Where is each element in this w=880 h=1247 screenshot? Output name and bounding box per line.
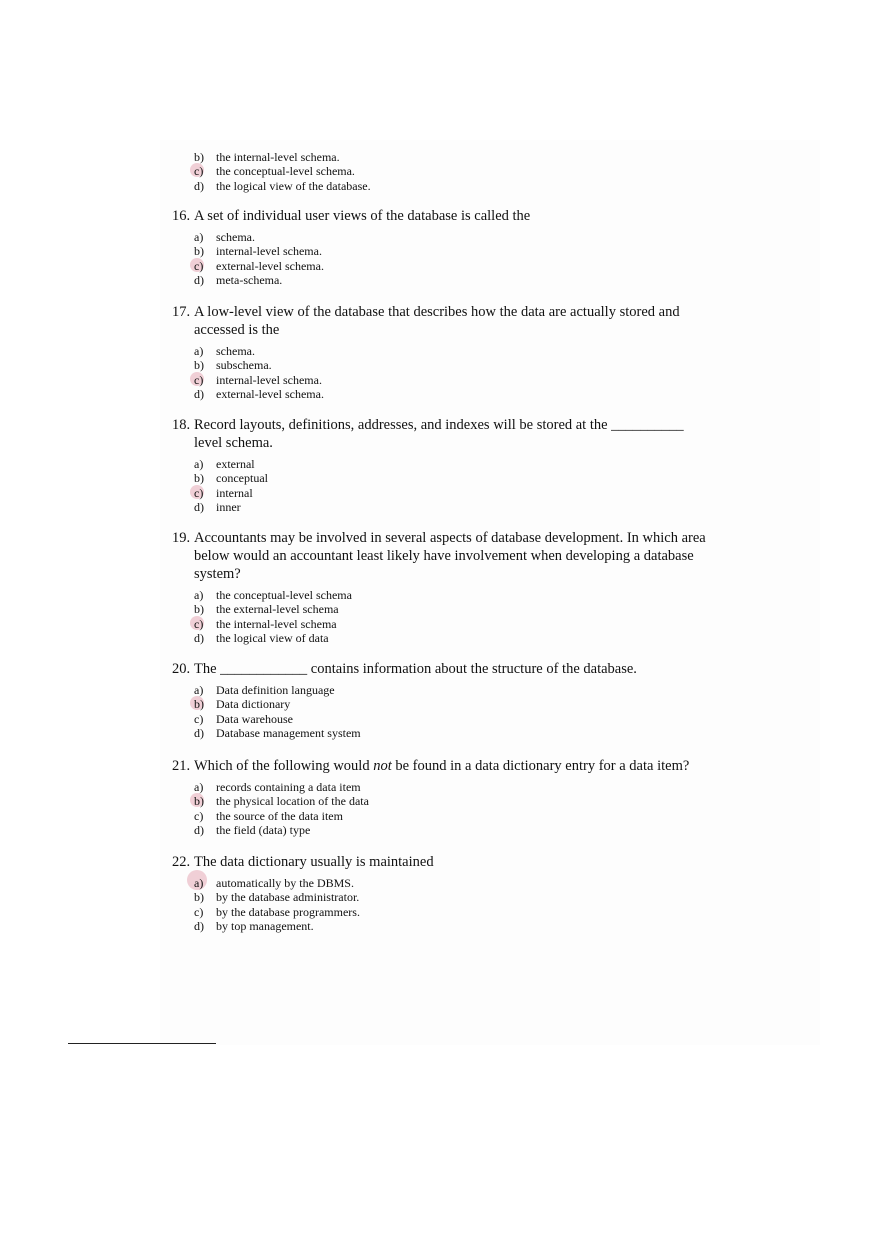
option-letter-text: d)	[194, 725, 204, 740]
question-text	[172, 416, 712, 452]
option-text: records containing a data item	[216, 780, 361, 794]
answer-option[interactable]	[194, 809, 712, 823]
option-letter	[194, 602, 216, 616]
option-letter	[194, 259, 216, 273]
option-text: automatically by the DBMS.	[216, 876, 354, 890]
option-letter-text: c)	[194, 808, 204, 823]
question-16	[172, 207, 712, 287]
option-letter-text: b)	[194, 697, 204, 712]
answer-option[interactable]	[194, 500, 712, 514]
options-list	[172, 780, 712, 837]
option-letter-text: d)	[194, 822, 204, 837]
question-19	[172, 529, 712, 645]
option-letter-text: b)	[194, 150, 204, 164]
option-text: by top management.	[216, 918, 314, 933]
question-text-pre: A set of individual user views of the database is called the	[194, 208, 531, 224]
option-letter	[194, 809, 216, 823]
option-letter	[194, 794, 216, 808]
answer-option[interactable]	[194, 387, 712, 401]
option-letter-text: b)	[194, 794, 204, 809]
option-letter-text: d)	[194, 272, 204, 287]
question-text-pre: The ____________ contains information about the structure of the database.	[194, 661, 637, 677]
option-letter-text: a)	[194, 780, 204, 794]
option-text: subschema.	[216, 358, 272, 373]
answer-option[interactable]	[194, 373, 712, 387]
option-letter	[194, 471, 216, 485]
option-text: Data warehouse	[216, 711, 293, 726]
answer-option[interactable]	[194, 712, 712, 726]
question-17	[172, 303, 712, 401]
question-text-pre: Record layouts, definitions, addresses, and indexes will be stored at the __________ level schema.	[194, 417, 684, 451]
question-text-pre: The data dictionary usually is maintained	[194, 854, 434, 870]
options-list	[172, 150, 712, 193]
option-text: the internal-level schema.	[216, 150, 340, 164]
option-letter	[194, 697, 216, 711]
question-number: 16.	[172, 208, 191, 224]
answer-option[interactable]	[194, 471, 712, 485]
answer-option[interactable]	[194, 726, 712, 740]
option-text: the logical view of data	[216, 630, 329, 645]
option-letter-text: c)	[194, 164, 204, 179]
answer-option[interactable]	[194, 631, 712, 645]
question-text-pre: A low-level view of the database that describes how the data are actually stored and accessed is the	[194, 304, 680, 338]
answer-option[interactable]	[194, 259, 712, 273]
option-letter-text: d)	[194, 386, 204, 401]
option-letter	[194, 780, 216, 794]
option-letter-text: b)	[194, 471, 204, 486]
option-letter	[194, 387, 216, 401]
answer-option[interactable]	[194, 588, 712, 602]
footnote-separator	[68, 1043, 216, 1044]
option-letter-text: b)	[194, 602, 204, 617]
option-text: by the database programmers.	[216, 904, 360, 919]
option-letter-text: a)	[194, 457, 204, 471]
option-letter-text: d)	[194, 918, 204, 933]
option-text: meta-schema.	[216, 272, 283, 287]
option-text: Data dictionary	[216, 697, 291, 712]
option-letter	[194, 617, 216, 631]
option-text: inner	[216, 499, 241, 514]
option-letter	[194, 683, 216, 697]
question-number: 21.	[172, 758, 191, 774]
option-letter	[194, 230, 216, 244]
option-text: the external-level schema	[216, 602, 339, 617]
question-text	[172, 207, 712, 225]
question-text-pre: Accountants may be involved in several aspects of database development. In which area below would an accountant least likely have involvement when developing a database system?	[194, 530, 706, 582]
option-letter	[194, 631, 216, 645]
option-letter-text: c)	[194, 258, 204, 273]
answer-option[interactable]	[194, 794, 712, 808]
answer-option[interactable]	[194, 876, 712, 890]
answer-option[interactable]	[194, 780, 712, 794]
option-letter	[194, 358, 216, 372]
option-letter	[194, 712, 216, 726]
answer-option[interactable]	[194, 230, 712, 244]
option-text: the conceptual-level schema	[216, 588, 352, 602]
answer-option[interactable]	[194, 164, 712, 178]
options-list	[172, 588, 712, 645]
options-list	[172, 230, 712, 287]
question-text-pre: Which of the following would	[194, 758, 374, 774]
option-text: external-level schema.	[216, 386, 324, 401]
option-letter-text: b)	[194, 890, 204, 905]
question-text	[172, 660, 712, 678]
option-letter-text: c)	[194, 485, 204, 500]
answer-option[interactable]	[194, 823, 712, 837]
option-text: the logical view of the database.	[216, 178, 371, 193]
answer-option[interactable]	[194, 697, 712, 711]
option-letter-text: d)	[194, 630, 204, 645]
question-text	[172, 303, 712, 339]
option-text: schema.	[216, 344, 255, 358]
options-list	[172, 344, 712, 401]
question-22	[172, 853, 712, 933]
answer-option[interactable]	[194, 890, 712, 904]
option-letter	[194, 500, 216, 514]
option-letter-text: b)	[194, 358, 204, 373]
question-number: 18.	[172, 417, 191, 433]
option-letter	[194, 588, 216, 602]
option-letter	[194, 457, 216, 471]
option-letter	[194, 876, 216, 890]
option-letter	[194, 905, 216, 919]
option-letter-text: a)	[194, 683, 204, 697]
options-list	[172, 457, 712, 514]
option-letter	[194, 823, 216, 837]
option-letter	[194, 919, 216, 933]
option-letter-text: d)	[194, 178, 204, 193]
option-letter-text: a)	[194, 588, 204, 602]
answer-option[interactable]	[194, 358, 712, 372]
answer-option[interactable]	[194, 602, 712, 616]
question-text-em: not	[373, 758, 392, 774]
option-text: internal-level schema.	[216, 244, 322, 259]
option-text: Data definition language	[216, 683, 335, 697]
continued-options	[172, 150, 712, 193]
answer-option[interactable]	[194, 486, 712, 500]
option-letter-text: a)	[194, 230, 204, 244]
option-text: the conceptual-level schema.	[216, 164, 355, 179]
option-text: by the database administrator.	[216, 890, 360, 905]
options-list	[172, 876, 712, 933]
option-letter	[194, 486, 216, 500]
option-text: internal-level schema.	[216, 372, 322, 387]
option-letter	[194, 344, 216, 358]
question-text	[172, 757, 712, 775]
answer-option[interactable]	[194, 919, 712, 933]
option-text: internal	[216, 485, 253, 500]
option-text: Database management system	[216, 725, 361, 740]
option-text: external	[216, 457, 255, 471]
option-text: the internal-level schema	[216, 616, 337, 631]
answer-option[interactable]	[194, 457, 712, 471]
question-number: 19.	[172, 530, 191, 546]
option-letter-text: c)	[194, 616, 204, 631]
option-letter-text: a)	[194, 344, 204, 358]
answer-option[interactable]	[194, 344, 712, 358]
question-number: 20.	[172, 661, 191, 677]
question-number: 22.	[172, 854, 191, 870]
answer-option[interactable]	[194, 273, 712, 287]
options-list	[172, 683, 712, 740]
option-letter-text: c)	[194, 904, 204, 919]
answer-option[interactable]	[194, 150, 712, 164]
answer-option[interactable]	[194, 179, 712, 193]
option-text: conceptual	[216, 471, 268, 486]
question-18	[172, 416, 712, 514]
question-text	[172, 529, 712, 583]
option-letter	[194, 890, 216, 904]
question-20	[172, 660, 712, 740]
option-letter-text: b)	[194, 244, 204, 259]
option-letter	[194, 164, 216, 178]
answer-option[interactable]	[194, 683, 712, 697]
answer-option[interactable]	[194, 905, 712, 919]
option-letter	[194, 244, 216, 258]
option-text: schema.	[216, 230, 255, 244]
option-letter-text: a)	[194, 876, 204, 890]
option-text: the physical location of the data	[216, 794, 369, 809]
option-letter-text: c)	[194, 711, 204, 726]
option-letter	[194, 150, 216, 164]
option-letter	[194, 373, 216, 387]
question-21	[172, 757, 712, 837]
question-number: 17.	[172, 304, 191, 320]
option-letter-text: d)	[194, 499, 204, 514]
option-letter	[194, 179, 216, 193]
question-text	[172, 853, 712, 871]
option-letter	[194, 273, 216, 287]
answer-option[interactable]	[194, 244, 712, 258]
question-text-post: be found in a data dictionary entry for a data item?	[391, 758, 690, 774]
option-letter-text: c)	[194, 372, 204, 387]
option-text: the field (data) type	[216, 822, 311, 837]
option-letter	[194, 726, 216, 740]
option-text: external-level schema.	[216, 258, 324, 273]
answer-option[interactable]	[194, 617, 712, 631]
option-text: the source of the data item	[216, 808, 343, 823]
